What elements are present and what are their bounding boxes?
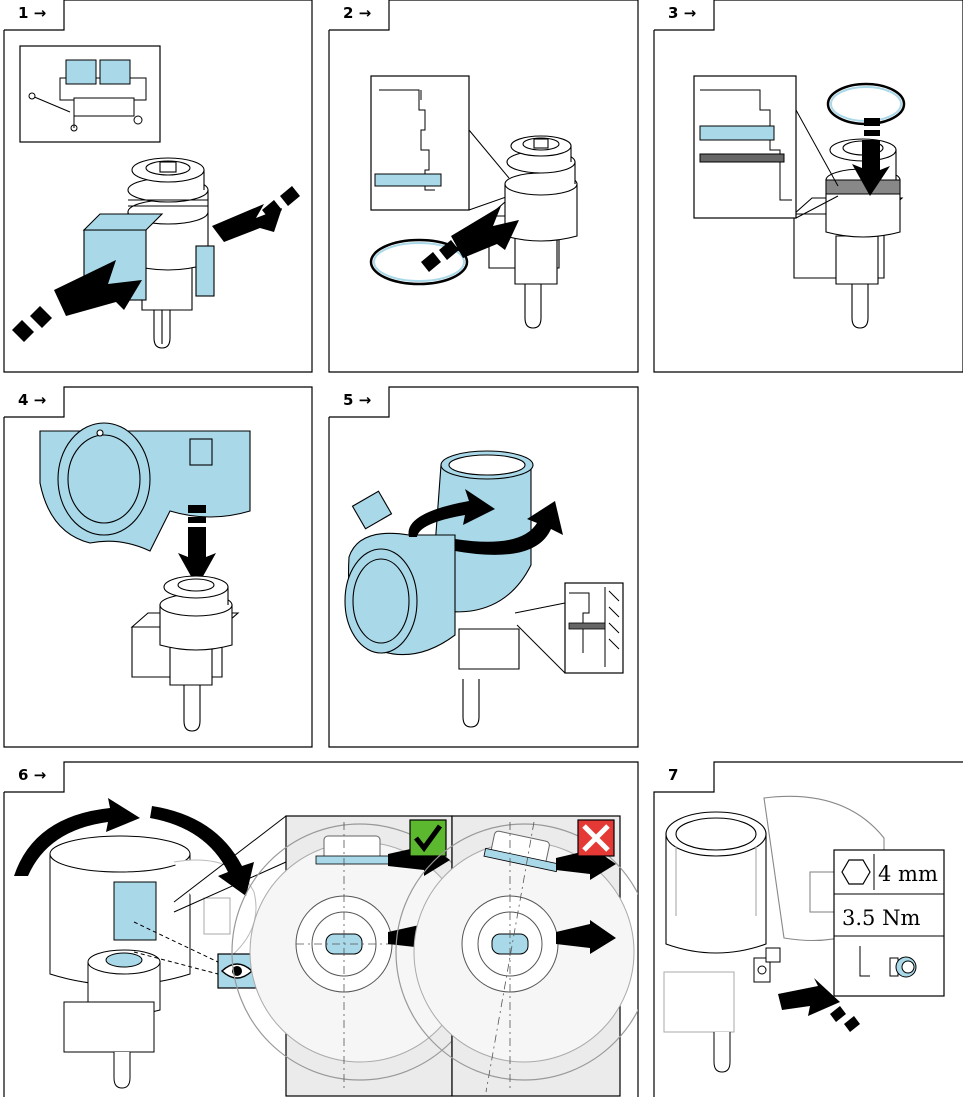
housing-rotate-illustration	[329, 387, 638, 747]
detail-inset-box	[694, 76, 796, 218]
step-7-panel	[654, 762, 963, 1097]
vise-clamp-illustration	[4, 0, 312, 372]
o-ring-install-illustration	[329, 0, 638, 372]
wrench-size-text: 4 mm	[878, 862, 938, 886]
arrow-icon	[212, 186, 300, 242]
step-label: 2 →	[343, 4, 372, 22]
step-label: 4 →	[18, 391, 47, 409]
sensor-icon	[132, 576, 238, 731]
sensor-icon	[794, 139, 902, 328]
lock-screw-illustration	[654, 762, 963, 1097]
step-label: 1 →	[18, 4, 47, 22]
torque-spec-box	[834, 850, 944, 996]
step-label: 6 →	[18, 766, 47, 784]
step-5-panel	[329, 387, 638, 747]
step-4-panel	[4, 387, 312, 747]
step-2-panel	[329, 0, 638, 372]
sensor-icon	[664, 972, 734, 1072]
step-3-panel	[654, 0, 963, 372]
step-label: 3 →	[668, 4, 697, 22]
step-1-panel	[4, 0, 312, 372]
o-ring-detail	[375, 174, 441, 186]
lock-screw-icon	[754, 948, 780, 982]
housing-icon	[40, 423, 250, 551]
seal-ring-detail	[700, 126, 774, 140]
step-label: 5 →	[343, 391, 372, 409]
alignment-check-illustration	[4, 762, 638, 1097]
check-icon	[410, 820, 446, 856]
alignment-mark	[114, 882, 156, 940]
clamp-block-right	[196, 246, 214, 296]
housing-mount-illustration	[4, 387, 312, 747]
seal-ring-install-illustration	[654, 0, 963, 372]
torque-text: 3.5 Nm	[842, 906, 921, 930]
detail-inset-box	[371, 76, 469, 210]
step-label: 7	[668, 766, 679, 784]
step-6-panel	[4, 762, 638, 1097]
sensor-icon	[459, 629, 519, 727]
